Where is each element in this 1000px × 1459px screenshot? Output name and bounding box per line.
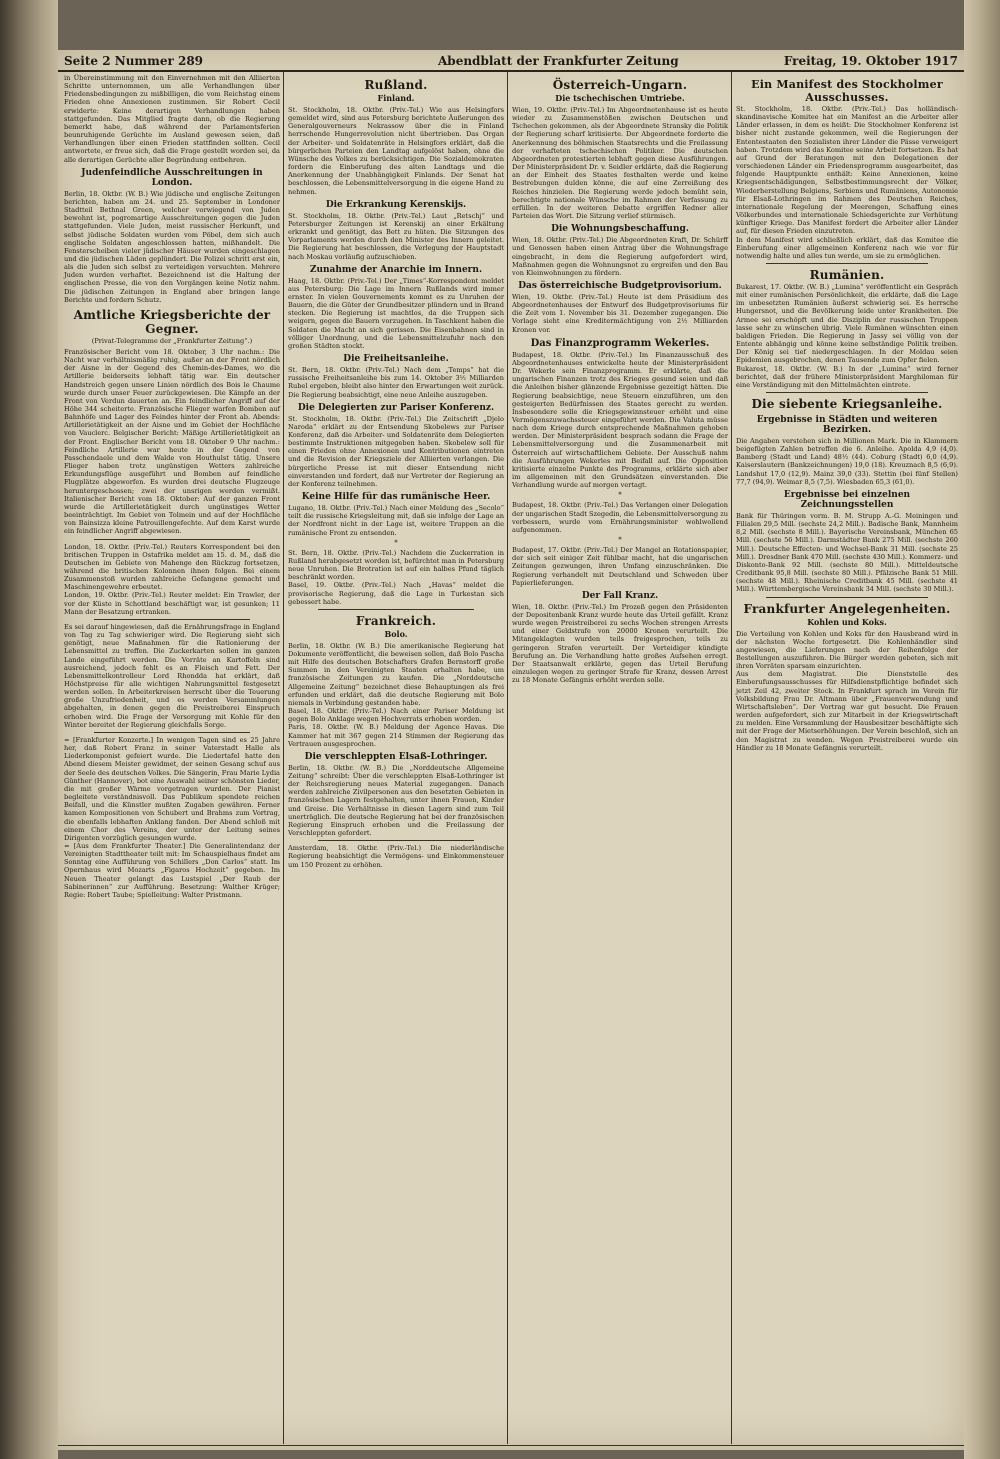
column-rule <box>283 72 284 1444</box>
separator-asterisk: * <box>394 538 398 547</box>
article-text: Bank für Thüringen vorm. B. M. Strupp A.-G. Meiningen und Filialen 29,5 Mill. (sechste 24,2 Mill.). Badische Bank, Mannheim 8,2 Mill. (sechste 8 Mill.). Bayerische Vereinsbank, München 65 Mill. (sechste 56 Mill.). Darmstädter Bank 275 Mill. (sechste 260 Mill.). Deutsche Effecten- und Wechsel-Bank 31 Mill. (sechste 25 Mill.). Dresdner Bank 470 Mill. (sechste 430 Mill.). Kommerz- und Diskonto-Bank 92 Mill. (sechste 80 Mill.). Mitteldeutsche Creditbank 95,8 Mill. (sechste 80 Mill.). Pfälzische Bank 51 Mill. (sechste 48 Mill.). Rheinische Creditbank 45 Mill. (sechste 41 Mill.). Württembergische Vereinsbank 34 Mill. (sechste 30 Mill.). <box>736 511 961 594</box>
section-heading: Frankfurter Angelegenheiten. <box>743 601 951 616</box>
article-heading: Der Fall Kranz. <box>581 590 659 601</box>
article-heading: Zunahme der Anarchie im Innern. <box>309 264 483 275</box>
article-text: Wien, 19. Oktbr. (Priv.-Tel.) Im Abgeordnetenhause ist es heute wieder zu Zusammenstößen zwischen Deutschen und Tschechen gekommen, als der Abgeordnete Stransky die Politik der Regierung scharf kritisierte. Der Abgeordnete forderte die Anerkennung des böhmischen Staatsrechts und die Freilassung der verhafteten tschechischen Politiker. Die deutschen Abgeordneten protestierten lebhaft gegen diese Ausführungen. Der Ministerpräsident Dr. v. Seidler erklärte, daß die Regierung an der Einheit des Staates festhalten werde und keine Bestrebungen dulden könne, die auf eine Zerreißung des Reiches hinzielen. Die Regierung werde jedoch bemüht sein, berechtigte nationale Wünsche im Rahmen der Verfassung zu erfüllen. In der weiteren Debatte ergriffen Redner aller Parteien das Wort. Die Sitzung verlief stürmisch. <box>512 106 731 221</box>
article-heading: Die verschleppten Elsaß-Lothringer. <box>304 751 488 762</box>
section-subheading: Finland. <box>377 93 415 103</box>
article-text: Budapest, 17. Oktbr. (Priv.-Tel.) Der Mangel an Rotationspapier, der sich seit einiger Zeit fühlbar macht, hat die ungarischen Zeitungen gezwungen, ihren Umfang einzuschränken. Die Regierung verhandelt mit Deutschland und Schweden über Papierlieferungen. <box>512 546 731 587</box>
article-text: Bukarest, 17. Oktbr. (W. B.) „Lumina“ veröffentlicht ein Gespräch mit einer rumänischen Persönlichkeit, die erklärte, daß die Lage im unbesetzten Rumänien äußerst schwierig sei. Es herrsche Hungersnot, und die Bevölkerung leide unter Krankheiten. Die Armee sei erschöpft und die Disziplin der russischen Truppen lasse sehr zu wünschen übrig. Viele Rumänen wünschten einen baldigen Frieden. Die Regierung in Jassy sei völlig von der Entente abhängig und könne keine selbständige Politik treiben. Der König sei tief niedergeschlagen. In der Moldau seien Epidemien ausgebrochen, denen Tausende zum Opfer fielen. <box>736 282 961 365</box>
section-heading: Die siebente Kriegsanleihe. <box>751 397 943 411</box>
article-text: in Übereinstimmung mit den Einvernehmen mit den Alliierten Schritte unternommen, um alle Verhandlungen über Friedensbedingungen zu mißbilligen, die vom Reichstag einem Frieden ohne Annexionen zustimmen. Sir Robert Cecil erwiderte: Keine derartigen Verhandlungen haben stattgefunden. Das Mitglied fragte dann, ob die Regierung bemerkt habe, daß während der Parlamentsferien beunruhigende Gerüchte im Ausland gewesen seien, daß Verhandlungen über einen Frieden stattfinden sollten. Cecil antwortete, er freue sich, daß die Frage gestellt worden sei, da alle derartigen Gerüchte aller Begründung entbehren. <box>64 74 283 164</box>
article-text: Amsterdam, 18. Oktbr. (Priv.-Tel.) Die niederländische Regierung beabsichtigt die Vermögens- und Einkommensteuer um 150 Prozent zu erhöhen. <box>288 844 507 869</box>
article-heading: Das österreichische Budgetprovisorium. <box>518 280 722 291</box>
section-heading: Frankreich. <box>355 613 437 628</box>
article-text: Die Angaben verstehen sich in Millionen Mark. Die in Klammern beigefügten Zahlen betreffen die 6. Anleihe. Apolda 4,9 (4,0). Bamberg (Stadt und Land) 48½ (44). Coburg (Stadt) 6,0 (4,9). Kaiserslautern (Bankzeichnungen) 19,0 (18). Kreuznach 8,5 (6,9). Landshut 17,0 (12,9). Mainz 39,0 (33). Stettin (bei fünf Stellen) 77,7 (94,9). Weimar 8,5 (7,5). Wiesbaden 65,3 (61,0). <box>736 437 961 486</box>
article-text: Berlin, 18. Oktbr. (W. B.) Die amerikanische Regierung hat Dokumente veröffentlicht, die beweisen sollen, daß Bolo Pascha mit Hilfe des deutschen Botschafters Grafen Bernstorff große Summen in den Vereinigten Staaten erhalten habe, um französische Zeitungen zu kaufen. Die „Norddeutsche Allgemeine Zeitung“ bezeichnet diese Behauptungen als frei erfunden und erklärt, daß die deutsche Regierung mit Bolo niemals in Verbindung gestanden habe. <box>288 641 507 707</box>
article-text: St. Stockholm, 18. Oktbr. (Priv.-Tel.) Laut „Retschj“ und Petersburger Zeitungen ist Kerenskij an einer Erkältung erkrankt und genötigt, das Bett zu hüten. Die Sitzungen des Vorparlaments werden durch den Minister des Innern geleitet. Die Regierung hat beschlossen, die Verlegung der Hauptstadt nach Moskau vorläufig aufzuschieben. <box>288 211 507 261</box>
article-heading: Die Delegierten zur Pariser Konferenz. <box>297 402 495 413</box>
article-text: Die Verteilung von Kohlen und Koks für den Hausbrand wird in der nächsten Woche fortgesetzt. Die Kohlenhändler sind angewiesen, die Lieferungen nach der Reihenfolge der Bestellungen auszuführen. Die Bürger werden gebeten, sich mit ihren Vorräten sparsam einzurichten. <box>736 629 961 671</box>
column-1 <box>64 74 283 1444</box>
column-4 <box>736 74 961 1444</box>
newspaper-page <box>58 50 964 1450</box>
page-number: Seite 2 Nummer 289 <box>64 54 204 68</box>
divider <box>94 619 250 620</box>
article-text: Berlin, 18. Oktbr. (W. B.) Die „Norddeutsche Allgemeine Zeitung“ schreibt: Über die verschleppten Elsaß-Lothringer ist der Reichsregierung neues Material zugegangen. Danach werden zahlreiche Zivilpersonen aus den besetzten Gebieten in französischen Lagern festgehalten, unter ihnen Frauen, Kinder und Greise. Die Verhältnisse in diesen Lagern sind zum Teil unerträglich. Die deutsche Regierung hat bei der französischen Regierung Einspruch erhoben und die Freilassung der Verschleppten gefordert. <box>288 763 507 838</box>
section-heading: Österreich-Ungarn. <box>552 78 688 92</box>
article-text: Basel, 18. Oktbr. (Priv.-Tel.) Nach einer Pariser Meldung ist gegen Bolo Anklage wegen Hochverrats erhoben worden. <box>288 707 507 724</box>
article-text: Haag, 18. Oktbr. (Priv.-Tel.) Der „Times“-Korrespondent meldet aus Petersburg: Die Lage im Innern Rußlands wird immer ernster. In vielen Gouvernements kommt es zu Unruhen der Bauern, die die Güter der Grundbesitzer plündern und in Brand stecken. Die Regierung ist machtlos, da die Truppen sich weigern, gegen die Bauern vorzugehen. In Taschkent haben die Soldaten die Macht an sich gerissen. Die Eisenbahnen sind in völliger Unordnung, und die Lebensmittelzufuhr nach den großen Städten stockt. <box>288 276 507 350</box>
article-text: Wien, 18. Oktbr. (Priv.-Tel.) Die Abgeordneten Kraft, Dr. Schürff und Genossen haben einen Antrag über die Wohnungsfrage eingebracht, in dem die Regierung aufgefordert wird, Maßnahmen gegen die Wohnungsnot zu ergreifen und den Bau von Kleinwohnungen zu fördern. <box>512 236 731 277</box>
section-heading: Rumänien. <box>809 267 885 282</box>
article-text: London, 18. Oktbr. (Priv.-Tel.) Reuters Korrespondent bei den britischen Truppen in Ostafrika meldet am 15. d. M., daß die Deutschen im Gebiete von Mahenge den Rückzug fortsetzen, während die britischen Kolonnen ihnen folgen. Bei einem Zusammenstoß wurden zahlreiche Gefangene gemacht und Maschinengewehre erbeutet. <box>64 542 283 592</box>
divider <box>766 597 928 598</box>
masthead: Abendblatt der Frankfurter Zeitung <box>438 54 679 68</box>
section-heading: Ein Manifest des Stockholmer Ausschusses. <box>751 78 943 104</box>
article-text: In dem Manifest wird schließlich erklärt, daß das Komitee die Einberufung einer allgemeinen Konferenz nach wie vor für notwendig halte und alles tun werde, um sie zu ermöglichen. <box>736 235 961 260</box>
divider <box>318 840 474 841</box>
issue-date: Freitag, 19. Oktober 1917 <box>783 54 958 68</box>
divider <box>94 732 250 733</box>
section-subheading: Ergebnisse in Städten und weiteren Bezirken. <box>756 415 938 435</box>
article-heading: Die Freiheitsanleihe. <box>343 354 449 365</box>
article-text: Bukarest, 18. Oktbr. (W. B.) In der „Lumina“ wird ferner berichtet, daß der frühere Ministerpräsident Marghiloman für eine Verständigung mit den Mittelmächten eintrete. <box>736 364 961 389</box>
bottom-rule <box>58 1445 964 1446</box>
section-subheading: Ergebnisse bei einzelnen Zeichnungsstellen <box>783 489 911 510</box>
section-heading: Amtliche Kriegsberichte der Gegner. <box>73 307 271 336</box>
article-heading: Die Erkrankung Kerenskijs. <box>325 199 467 210</box>
column-3 <box>512 74 731 1444</box>
article-text: London, 19. Oktbr. (Priv.-Tel.) Reuter meldet: Ein Trawler, der vor der Küste in Schottland beschäftigt war, ist gesunken; 11 Mann der Besatzung ertranken. <box>64 591 283 616</box>
column-rule <box>507 72 508 1444</box>
article-text: = [Frankfurter Konzerte.] In wenigen Tagen sind es 25 Jahre her, daß Robert Franz in seiner Vaterstadt Halle als Liederkomponist gefeiert wurde. Die Liedertafel hatte den Abend diesem Meister gewidmet, der seinen Gesang schuf aus der Seele des deutschen Volkes. Die Sängerin, Frau Marie Lydia Günther (Hannover), bot eine Auswahl seiner schönsten Lieder, die mit großer Wärme vorgetragen wurden. Der Pianist begleitete verständnisvoll. Das Publikum spendete reichen Beifall, und die Künstler mußten Zugaben gewähren. Ferner kamen Kompositionen von Schubert und Brahms zum Vortrag, die ebenfalls lebhaften Anklang fanden. Der Abend schloß mit einem Chor des Vereins, der unter der Leitung seines Dirigenten vorzüglich gesungen wurde. <box>64 735 283 842</box>
article-text: = [Aus dem Frankfurter Theater.] Die Generalintendanz der Vereinigten Stadttheater teilt mit: Im Schauspielhaus findet am Sonntag eine Aufführung von Schillers „Don Carlos“ statt. Im Opernhaus wird Mozarts „Figaros Hochzeit“ gegeben. Im Neuen Theater gelangt das Lustspiel „Der Raub der Sabinerinnen“ zur Aufführung. Besetzung: Walther Krüger; Regie: Robert Taube; Spielleitung: Walter Pristmann. <box>64 841 283 899</box>
article-heading: Das Finanzprogramm Wekerles. <box>530 337 710 349</box>
divider <box>766 392 928 393</box>
article-text: St. Stockholm, 18. Oktbr. (Priv.-Tel.) Das holländisch-skandinavische Komitee hat ein Manifest an die Arbeiter aller Länder erlassen, in dem es heißt: Die Stockholmer Konferenz ist bisher nicht zustande gekommen, weil die Regierungen der Ententestaaten den Sozialisten ihrer Länder die Pässe verweigert haben. Trotzdem wird das Komitee seine Arbeit fortsetzen. Es hat auf Grund der Beratungen mit den Delegationen der verschiedenen Länder ein Friedensprogramm ausgearbeitet, das folgende Hauptpunkte enthält: Keine Annexionen, keine Kriegsentschädigungen, Selbstbestimmungsrecht der Völker, Wiederherstellung Belgiens, Serbiens und Rumäniens, Autonomie für Elsaß-Lothringen im Rahmen des Deutschen Reiches, internationale Regelung der Meerengen, Schaffung eines Völkerbundes und internationale Schiedsgerichte zur Verhütung künftiger Kriege. Das Manifest fordert die Arbeiter aller Länder auf, für diesen Frieden einzutreten. <box>736 105 961 236</box>
article-text: St. Bern, 18. Oktbr. (Priv.-Tel.) Nachdem die Zuckerration in Rußland herabgesetzt worden ist, befürchtet man in Petersburg neue Unruhen. Die Brotration ist auf ein halbes Pfund täglich beschränkt worden. <box>288 548 507 582</box>
article-text: St. Bern, 18. Oktbr. (Priv.-Tel.) Nach dem „Temps“ hat die russische Freiheitsanleihe bis zum 14. Oktober 3½ Milliarden Rubel ergeben, bleibt also hinter den Erwartungen weit zurück. Die Regierung beabsichtigt, eine neue Anleihe auszugeben. <box>288 366 507 399</box>
section-subheading: Die tschechischen Umtriebe. <box>555 93 685 103</box>
article-text: Aus dem Magistrat. Die Dienststelle des Einberufungsausschusses für Hilfsdienstpflichtige befindet sich jetzt Zeil 42, zweiter Stock. In Frankfurt sprach im Verein für Volksbildung Frau Dr. Altmann über „Frauenverwendung und Wirtschaftsleben“. Der Vortrag war gut besucht. Die Frauen werden aufgefordert, sich zur Mitarbeit in der Kriegswirtschaft zu melden. Eine Versammlung der Hausbesitzer beschäftigte sich mit der Frage der Mietserhöhungen. Der Verein beschloß, sich an den Magistrat zu wenden. Wegen Preistreiberei wurde ein Händler zu 18 Monate Gefängnis verurteilt. <box>736 670 961 752</box>
article-heading: Die Wohnungsbeschaffung. <box>551 224 689 235</box>
section-subheading: Kohlen und Koks. <box>807 616 887 627</box>
divider <box>94 539 250 540</box>
divider <box>318 609 474 610</box>
section-heading: Rußland. <box>364 78 428 92</box>
article-text: Wien, 18. Oktbr. (Priv.-Tel.) Im Prozeß gegen den Präsidenten der Depositenbank Kranz wurde heute das Urteil gefällt. Kranz wurde wegen Preistreiberei zu sechs Wochen strengen Arrests und einer Geldstrafe von 20000 Kronen verurteilt. Die Mitangeklagten wurden teils freigesprochen, teils zu geringeren Strafen verurteilt. Der Verteidiger kündigte Berufung an. Die Verhandlung hatte großes Aufsehen erregt. Der Staatsanwalt erklärte, gegen das Urteil Berufung einzulegen wegen zu geringer Strafe für Kranz, dessen Arrest zu 18 Monate Gefängnis erhöht werden solle. <box>512 602 731 685</box>
scan-edge-right <box>964 0 1000 1459</box>
article-text: Lugano, 18. Oktbr. (Priv.-Tel.) Nach einer Meldung des „Secolo“ teilt die russische Kriegsleitung mit, daß sie infolge der Lage an der Nordfront nicht in der Lage ist, weitere Truppen an die rumänische Front zu entsenden. <box>288 504 507 537</box>
column-2 <box>288 74 507 1444</box>
article-heading: Keine Hilfe für das rumänische Heer. <box>301 492 491 503</box>
article-text: Basel, 19. Oktbr. (Priv.-Tel.) Nach „Havas“ meldet die provisorische Regierung, daß die Lage in Turkestan sich gebessert habe. <box>288 581 507 606</box>
section-subheading: Bolo. <box>384 628 408 639</box>
column-rule <box>731 72 732 1444</box>
page-header <box>58 50 964 72</box>
article-text: St. Stockholm, 18. Oktbr. (Priv.-Tel.) Die Zeitschrift „Djelo Naroda“ erklärt zu der Entsendung Skobelews zur Pariser Konferenz, daß die Arbeiter- und Soldatenräte dem Delegierten bestimmte Instruktionen mitgegeben haben. Skobelew soll für einen Frieden ohne Annexionen und Kontributionen eintreten und die Revision der Kriegsziele der Alliierten verlangen. Die bürgerliche Presse ist mit dieser Entsendung nicht einverstanden und fordert, daß nur Vertreter der Regierung an der Konferenz teilnehmen. <box>288 414 507 488</box>
article-text: Berlin, 18. Oktbr. (W. B.) Wie jüdische und englische Zeitungen berichten, haben am 24. und 25. September in Londoner Stadtteil Bethnal Green, welcher vorwiegend von Juden bewohnt ist, pogromartige Ausschreitungen gegen die Juden stattgefunden. Viele Juden, meist russischer Herkunft, und selbst jüdische Soldaten wurden vom Pöbel, dem sich auch englische Soldaten angeschlossen hatten, mißhandelt. Die Fensterscheiben vieler jüdischer Häuser wurden eingeschlagen und die jüdischen Läden geplündert. Die Polizei schritt erst ein, als die Juden sich selbst zu verteidigen versuchten. Mehrere Juden wurden verhaftet. Bezeichnend ist die Haltung der englischen Presse, die von den Vorgängen keine Notiz nahm. Die jüdischen Zeitungen in England aber bringen lange Berichte und fordern Schutz. <box>64 189 283 304</box>
separator-asterisk: * <box>618 491 622 500</box>
article-heading: Judenfeindliche Ausschreitungen in London. <box>81 167 263 188</box>
scan-edge-left <box>0 0 58 1459</box>
article-text: Paris, 18. Oktbr. (W. B.) Meldung der Agence Havas. Die Kammer hat mit 367 gegen 214 Stimmen der Regierung das Vertrauen ausgesprochen. <box>288 723 507 748</box>
article-text: Budapest, 18. Oktbr. (Priv.-Tel.) Im Finanzausschuß des Abgeordnetenhauses entwickelte heute der Ministerpräsident Dr. Wekerle sein Finanzprogramm. Er erklärte, daß die ungarischen Finanzen trotz des Krieges gesund seien und daß die Anleihen bisher glänzende Ergebnisse gezeitigt hätten. Die Regierung beabsichtige, neue Steuern einzuführen, um den gesteigerten Bedürfnissen des Staates gerecht zu werden. Insbesondere solle die Kriegsgewinnsteuer erhöht und eine Vermögenszuwachssteuer eingeführt werden. Die Valuta müsse nach dem Kriege durch entsprechende Maßnahmen gehoben werden. Der Ministerpräsident besprach sodann die Frage der Lebensmittelversorgung und die Zusammenarbeit mit Österreich auf wirtschaftlichem Gebiete. Der Ausschuß nahm die Ausführungen Wekerles mit Beifall auf. Die Opposition kritisierte einzelne Punkte des Programms, erklärte sich aber im allgemeinen mit den Grundsätzen einverstanden. Die Verhandlung wurde auf morgen vertagt. <box>512 350 731 490</box>
divider <box>766 263 928 264</box>
article-text: Wien, 19. Oktbr. (Priv.-Tel.) Heute ist dem Präsidium des Abgeordnetenhauses der Entwurf des Budgetprovisoriums für die Zeit vom 1. November bis 31. Dezember zugegangen. Die Vorlage sieht eine Kreditermächtigung von 2½ Milliarden Kronen vor. <box>512 292 731 334</box>
article-text: Französischer Bericht vom 18. Oktober, 3 Uhr nachm.: Die Nacht war verhältnismäßig ruhig, außer an der Front nördlich der Aisne in der Gegend des Chemin-des-Dames, wo die Artillerie beiderseits lebhaft tätig war. Ein deutscher Handstreich gegen unsere Linien nördlich des Bois le Chaume wurde durch unser Feuer zurückgewiesen. Die Kämpfe an der Front von Verdun dauerten an. Ein feindlicher Angriff auf der Höhe 344 scheiterte. Französische Flieger warfen Bomben auf Bahnhöfe und Lager des Feindes hinter der Front ab. Abends: Artillerietätigkeit an der Aisne und im Gebiet der Hochfläche von Vauclerc. Belgischer Bericht: Mäßige Artillerietätigkeit an der Front. Englischer Bericht vom 18. Oktober 9 Uhr nachm.: Feindliche Artillerie war heute in der Gegend von Passchendaele und dem Walde von Houthulst tätig. Unsere Flieger haben trotz ungünstigen Wetters zahlreiche Erkundungsflüge ausgeführt und Bomben auf feindliche Flugplätze abgeworfen. Es wurden drei deutsche Flugzeuge heruntergeschossen; zwei der unsrigen werden vermißt. Italienischer Bericht vom 18. Oktober: Auf der ganzen Front wurde die Artillerietätigkeit durch ungünstiges Wetter beeinträchtigt. Im Gebiet von Tolmein und auf der Hochfläche von Bainsizza kleine Patrouillengefechte. Auf dem Karst wurde ein feindlicher Angriff abgewiesen. <box>64 347 283 536</box>
article-text: Budapest, 18. Oktbr. (Priv.-Tel.) Das Verlangen einer Delegation der ungarischen Stadt Szegedin, die Lebensmittelversorgung zu verbessern, wurde vom Ernährungsminister wohlwollend aufgenommen. <box>512 501 731 534</box>
article-text: Es sei darauf hingewiesen, daß die Ernährungsfrage in England von Tag zu Tag schwieriger wird. Die Regierung sieht sich genötigt, neue Maßnahmen für die Rationierung der Lebensmittel zu treffen. Die Zuckerkarten sollen im ganzen Lande eingeführt werden. Die Vorräte an Kartoffeln sind ausreichend, jedoch fehlt es an Fleisch und Fett. Der Lebensmittelkontrolleur Lord Rhondda hat erklärt, daß Höchstpreise für alle wichtigen Nahrungsmittel festgesetzt werden sollen. In Arbeiterkreisen herrscht über die Teuerung große Unzufriedenheit, und es werden Versammlungen abgehalten, in denen gegen die Preistreiberei Einspruch erhoben wird. Die Frage der Versorgung mit Kohle für den Winter bereitet der Regierung gleichfalls Sorge. <box>64 622 283 729</box>
section-subheading: (Privat-Telegramme der „Frankfurter Zeitung“.) <box>91 336 253 345</box>
separator-asterisk: * <box>618 536 622 545</box>
article-text: St. Stockholm, 18. Oktbr. (Priv.-Tel.) Wie aus Helsingfors gemeldet wird, sind aus Petersburg berichtete Äußerungen des Generalgouverneurs Nekrassow über die in Finland herrschende Hungerrevolution nicht übertrieben. Das Organ der Arbeiter- und Soldatenräte in Helsingfors erklärt, daß die bürgerlichen Parteien den Landtag aufgelöst haben, ohne die Wünsche des Volkes zu berücksichtigen. Die Sozialdemokraten fordern die Einberufung des alten Landtags und die Anerkennung der Unabhängigkeit Finlands. Der Senat hat beschlossen, die Lebensmittelversorgung in die eigene Hand zu nehmen. <box>288 106 507 196</box>
